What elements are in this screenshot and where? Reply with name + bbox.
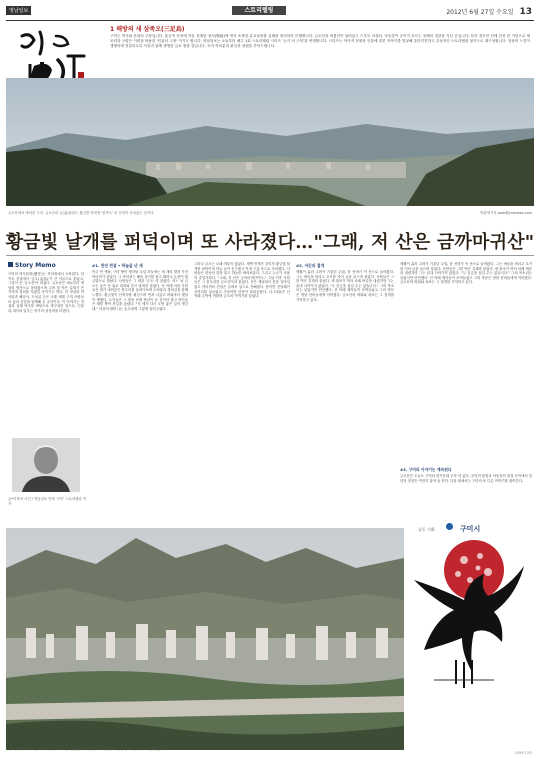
story-memo-title [8,262,56,269]
article-column-3 [296,262,394,508]
sponsor-badge [418,516,508,533]
article-column-1 [92,262,188,508]
column-text: 아주 먼 옛날, 구미 땅이 생겨날 무렵 하늘에는 세 개의 발을 가진 까마귀가 살았다. 그 까마귀는 해의 정기를 품고 태어나 온몸이 황금빛으로 빛났다. 사람들은 그 새를 '금오' 라 불렀다. 어느 날 금오는 높은 산 위로 내려와 잠시 날개를 접었다. 산 아래 마을 사람들은 새가 내려앉은 봉우리를 올려다보며 두려움과 경외심을 함께 느꼈다. 황금빛이 산허리를 휘감으며 번져 나갔고 바위마다 햇살이 맺혔다. 노인들은 그 빛을 보며 풍년이 들 것이라 했고 아이들은 새를 쫓아 산길을 올랐다. "저 새가 다시 오면 좋은 일이 생긴대." 마을의 할머니는 손주에게 그렇게 일러주었다. [92,270,188,311]
memo-marker-icon [8,262,13,267]
panorama-photo-art [6,78,534,206]
bottom-photo-caption: 금오산에서 내려다본 구미시 전경. 구미는 황금빛 까마귀 삼족오의 전설이 깃든 금오산을 품고 성장해 왔다. [8,747,166,751]
lead-paragraph: 구미는 역사와 문화의 고장입니다. 통공적 산처에 자유 천계된 성지(聖地)에 연지 소중한 유교문화를 유례를 정리하지 본행합니다. 금오산과 버룡산이 날려있으 드루모 마을되, 낙동강이 공이커 흐르는 천혜의 경관을 지닌 곳입니다. 특히 경부선 선에 천선 한 기한으로 제조력과 구령은 이력을 바용한 '민관의 고장' 이기도 합니다. 영남일보는 오늘부터 배주 1회 스토리텔링 시리즈 '눈카 의 구미'를 연재합니다. 시리즈는 역사적 현장과 인물에 얽힌 이야기를 발굴해 흥미진진하고 감성적인 스토리텔링 형식으로 재구성합니다. 현장의 느낌이 생생하게 전달되도록 사진과 함께 생생한 글로 엮을 것입니다. 독자 여러분의 관심과 성원을 부탁드립니다. [110,34,530,48]
date-text: 2012년 6월 27일 수요일 [446,9,514,16]
city-logo-icon [446,523,453,530]
box-subhead: #3. 구미의 이야기는 계속된다 [400,467,452,472]
main-headline: 황금빛 날개를 퍼덕이며 또 사라졌다…"그래, 저 산은 금까마귀산" [5,232,535,253]
divider [6,255,534,256]
column-text: 세월이 흘러 고려가 기울던 무렵, 한 선비가 이 산으로 들어왔다. 그는 벼슬을 버리고 초가를 지어 글을 읽으며 살았다. 사람들은 그를 야은 길재라 불렀다. 새 왕조가 여러 차례 벼슬을 내렸지만 그는 끝내 나아가지 않았다. "두 임금을 섬길 수는 없습니다." 그의 목소리는 낮았지만 단단했다. 산 아래 제자들이 모여들었고 그의 학문은 영남 선비들에게 이어졌다. 금오산의 바위와 폭포는 그 절개를 기억하고 있다. [400,262,532,285]
article-column-4 [400,262,532,462]
print-info: CMYK 13면 [514,751,532,755]
city-view-photo-art [6,528,404,750]
city-view-photo [6,528,404,750]
column-text: 그러나 금오는 오래 머물지 않았다. 새벽 안개가 걷히자 황금빛 날개를 퍼덕이며 하늘 높이 솟구쳤고 이내 구름 속으로 사라졌다. 사람들은 한동안 말을 잃고 하늘만 바라보았다. 그리고 누군가 조용히 중얼거렸다. "그래, 저 산은 금까마귀산이다." 그날 이후 사람들은 그 봉우리를 금오산이라 불렀다. 산은 계절마다 옷을 갈아입었고 까마귀의 전설은 입에서 입으로 전해졌다. 봄이면 진달래가 산허리를 물들였고 가을이면 단풍이 불타올랐다. 나그네들은 산 아래 주막에 머물며 금오의 이야기를 들었다. [194,262,290,299]
section-tag: 스토리텔링 [232,6,286,15]
author-portrait [12,438,80,492]
sponsor-label: 공동 기획 [418,527,435,532]
samjogo-crow-illustration [404,530,532,698]
column-subhead: #2. 야은의 절개 [296,263,325,268]
section-heading: 1 해방의 새 삼족오(三足烏) [110,26,185,33]
column-subhead: #1. 천년 전설 • 하늘을 난 새 [92,263,143,268]
issue-date [446,7,532,17]
photo-credit: 박관영기자 park@ynenews.com [480,211,532,215]
box-text: 금오산은 오늘도 구미의 한가운데 우뚝 서 있다. 공단의 불빛과 낙동강의 물결 사이에서 천년의 전설은 여전히 살아 숨 쉰다. 다음 회에서는 구미의 또 다른 이야기를 찾아간다. [400,474,532,483]
page-number: 13 [519,7,532,17]
panorama-photo [6,78,534,206]
story-memo-text: 구미의 역사문화(歷史)는 까마귀에서 시작된다. 삼족오 전설에서 '금오(金烏)'가 산 이름으로 붙었고, 그것이 곧 '금오산'이 되었다. 금오산은 예로부터 영남의 명산으로 꼽혀왔으며 고려 말 야은 길재가 은거하며 절의를 지켰던 곳이기도 하다. 산 정상의 약사암과 해운사, 도선굴 등은 오랜 세월 구미 사람들의 삶과 신앙을 함께해 온 공간이다. 이 이야기는 전설과 실제 역사를 바탕으로 재구성한 것으로, 인물과 대사의 일부는 작가의 상상력을 더했다. [8,272,84,313]
author-portrait-art [12,438,80,492]
sponsor-name: 구미시 [459,525,481,533]
crow-art [404,530,532,698]
article-column-2 [194,262,290,508]
paper-tag: 영남일보 [6,6,31,15]
next-episode-box [400,466,532,512]
photo-caption: 금오산에서 바라본 구미. 금오산의 금(金)을날는 황금발 까마귀 '삼족오' 의 전설이 서려있는 곳이다. [8,211,155,215]
story-memo-label: Story Memo [15,262,56,269]
column-text: 세월이 흘러 고려가 기울던 무렵, 한 선비가 이 산으로 들어왔다. 그는 벼슬을 버리고 초가를 지어 글을 읽으며 살았다. 사람들은 그를 야은 길재라 불렀다. 새 왕조가 여러 차례 벼슬을 내렸지만 그는 끝내 나아가지 않았다. "두 임금을 섬길 수는 없습니다." 그의 목소리는 낮았지만 단단했다. 산 아래 제자들이 모여들었고 그의 학문은 영남 선비들에게 이어졌다. 금오산의 바위와 폭포는 그 절개를 기억하고 있다. [296,270,394,302]
portrait-caption: 글•이하석 시인 / 영남일보 연재 '구미' 스토리텔링 작가 [8,497,87,506]
